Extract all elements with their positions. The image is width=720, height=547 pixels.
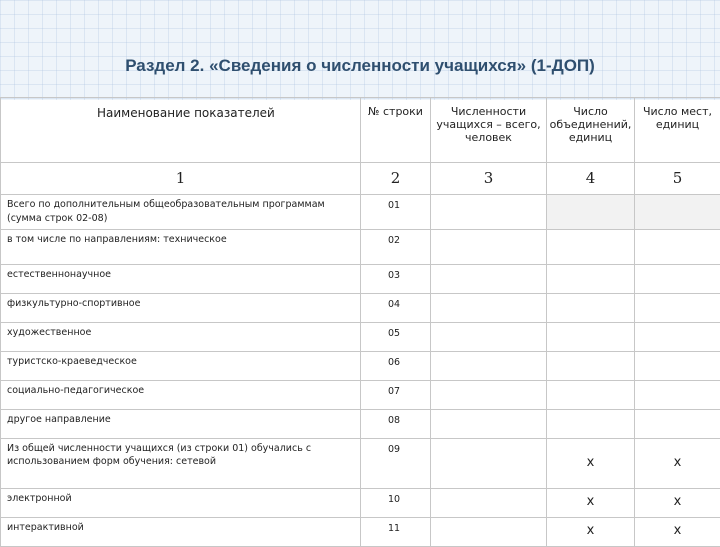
students-count-cell [431,195,547,230]
students-count-cell [431,351,547,380]
row-label: социально-педагогическое [1,380,361,409]
students-count-cell [431,264,547,293]
table-row [1,264,720,293]
students-count-cell [431,488,547,517]
row-code: 01 [361,195,431,230]
header-places-count: Число мест, единиц [635,98,720,163]
column-number: 2 [361,163,431,195]
associations-cell: x [547,488,635,517]
table-row [1,409,720,438]
row-label: естественнонаучное [1,264,361,293]
table-row [1,229,720,264]
students-table [0,97,720,547]
row-code: 02 [361,229,431,264]
associations-cell [547,293,635,322]
table-row [1,195,720,230]
places-cell [635,409,720,438]
table-row [1,293,720,322]
header-row-number: № строки [361,98,431,163]
associations-cell [547,195,635,230]
places-cell [635,229,720,264]
places-cell [635,195,720,230]
column-number-row [1,163,720,195]
row-label: Всего по дополнительным общеобразовательным программам (сумма строк 02-08) [1,195,361,230]
header-students-count: Численности учащихся – всего, человек [431,98,547,163]
row-code: 06 [361,351,431,380]
row-label: в том числе по направлениям: техническое [1,229,361,264]
students-count-cell [431,229,547,264]
row-label: интерактивной [1,517,361,546]
column-number: 5 [635,163,720,195]
associations-cell: x [547,517,635,546]
row-label: туристско-краеведческое [1,351,361,380]
places-cell [635,293,720,322]
students-count-cell [431,322,547,351]
students-count-cell [431,517,547,546]
students-count-cell [431,409,547,438]
places-cell: x [635,488,720,517]
places-cell [635,351,720,380]
associations-cell [547,351,635,380]
header-indicator-name: Наименование показателей [1,98,361,163]
associations-cell [547,322,635,351]
table-row [1,322,720,351]
associations-cell: x [547,438,635,488]
row-code: 04 [361,293,431,322]
places-cell [635,322,720,351]
header-row [1,98,720,163]
students-count-cell [431,380,547,409]
table-row [1,351,720,380]
row-code: 09 [361,438,431,488]
row-label: художественное [1,322,361,351]
column-number: 4 [547,163,635,195]
associations-cell [547,380,635,409]
table-row [1,488,720,517]
associations-cell [547,229,635,264]
header-background [0,0,720,100]
table-row [1,438,720,488]
header-associations-count: Число объединений, единиц [547,98,635,163]
associations-cell [547,264,635,293]
places-cell: x [635,438,720,488]
row-code: 07 [361,380,431,409]
students-count-cell [431,293,547,322]
column-number: 3 [431,163,547,195]
places-cell [635,380,720,409]
places-cell [635,264,720,293]
associations-cell [547,409,635,438]
row-code: 03 [361,264,431,293]
row-label: физкультурно-спортивное [1,293,361,322]
table-row [1,380,720,409]
row-label: электронной [1,488,361,517]
students-count-cell [431,438,547,488]
row-label: Из общей численности учащихся (из строки 01) обучались с использованием форм обучения: сетевой [1,438,361,488]
row-label: другое направление [1,409,361,438]
row-code: 10 [361,488,431,517]
table-row [1,517,720,546]
row-code: 08 [361,409,431,438]
column-number: 1 [1,163,361,195]
places-cell: x [635,517,720,546]
row-code: 05 [361,322,431,351]
row-code: 11 [361,517,431,546]
page-title: Раздел 2. «Сведения о численности учащихся» (1-ДОП) [0,56,720,76]
